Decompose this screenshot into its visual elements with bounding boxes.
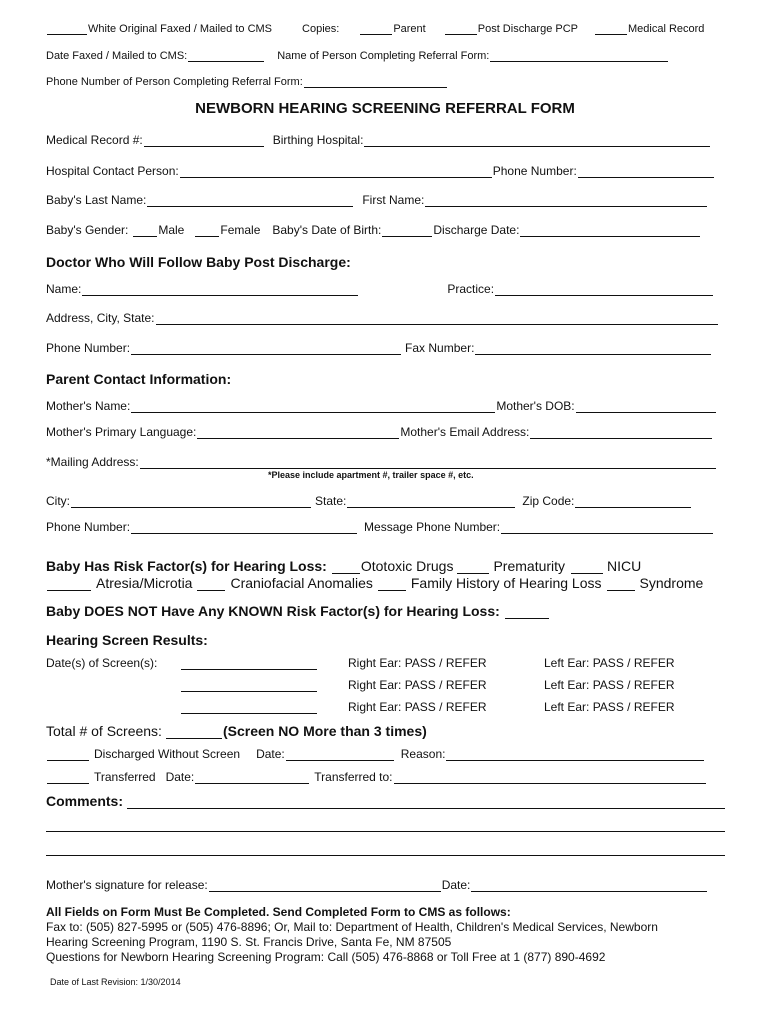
prematurity-blank[interactable] (457, 560, 489, 574)
doctor-heading (46, 254, 351, 270)
message-phone-label: Message Phone Number: (364, 520, 501, 534)
gender-label: Baby's Gender: (46, 223, 129, 237)
date-faxed-label: Date Faxed / Mailed to CMS: (46, 50, 188, 62)
row-signature (46, 878, 708, 892)
dob-field[interactable] (382, 224, 432, 237)
family-history-label: Family History of Hearing Loss (410, 575, 602, 591)
syndrome-label: Syndrome (639, 575, 704, 591)
female-blank[interactable] (195, 224, 219, 237)
zip-field[interactable] (575, 495, 691, 508)
row-hospital-contact (46, 164, 715, 178)
pcp-label: Post Discharge PCP (477, 23, 578, 35)
sig-date-field[interactable] (471, 879, 707, 892)
mailing-address-label: *Mailing Address: (46, 455, 139, 469)
row-transferred (46, 770, 707, 784)
header-row-1 (46, 22, 704, 35)
right-ear-3[interactable]: Right Ear: PASS / REFER (348, 700, 487, 714)
copies-label: Copies: (302, 23, 340, 35)
transferred-to-field[interactable] (394, 771, 706, 784)
signature-field[interactable] (209, 879, 441, 892)
discharged-label: Discharged Without Screen (94, 747, 241, 761)
screen-date-2[interactable] (181, 679, 317, 692)
signature-label: Mother's signature for release: (46, 878, 208, 892)
total-note: (Screen NO More than 3 times) (222, 723, 427, 739)
discharged-date-label: Date: (256, 747, 285, 761)
row-language (46, 425, 713, 439)
mothers-name-label: Mother's Name: (46, 399, 131, 413)
state-label: State: (315, 494, 347, 508)
row-risk-2 (46, 575, 703, 591)
mailing-address-field[interactable] (140, 456, 716, 469)
mailing-note-text: *Please include apartment #, trailer space #, etc. (268, 470, 474, 480)
row-screen-1 (46, 656, 675, 670)
discharged-blank[interactable] (47, 748, 89, 761)
header-row-2 (46, 49, 669, 62)
medical-record-copy-label: Medical Record (628, 23, 705, 35)
transfer-date-label: Date: (165, 770, 195, 784)
results-heading (46, 632, 208, 648)
email-label: Mother's Email Address: (400, 425, 530, 439)
first-name-field[interactable] (425, 194, 707, 207)
name-completing-label: Name of Person Completing Referral Form: (277, 50, 490, 62)
row-city-state-zip (46, 494, 692, 508)
practice-label: Practice: (447, 282, 495, 296)
sig-date-label: Date: (441, 878, 471, 892)
message-phone-field[interactable] (501, 521, 713, 534)
form-title-text: NEWBORN HEARING SCREENING REFERRAL FORM (195, 100, 575, 117)
atresia-blank[interactable] (47, 577, 91, 591)
doctor-fax-field[interactable] (475, 342, 711, 355)
last-name-field[interactable] (147, 194, 353, 207)
city-label: City: (46, 494, 70, 508)
row-doctor-name (46, 282, 714, 296)
footer-address-text: Hearing Screening Program, 1190 S. St. Francis Drive, Santa Fe, NM 87505 (46, 935, 452, 949)
no-risk-label: Baby DOES NOT Have Any KNOWN Risk Factor(s) for Hearing Loss: (46, 603, 500, 619)
craniofacial-blank[interactable] (197, 577, 225, 591)
transfer-date-field[interactable] (195, 771, 309, 784)
parent-blank[interactable] (360, 22, 392, 35)
male-blank[interactable] (133, 224, 157, 237)
footer-fax (46, 920, 658, 934)
comments-field-1[interactable] (127, 795, 725, 809)
female-label: Female (220, 223, 261, 237)
row-parent-phone (46, 520, 714, 534)
row-baby-name (46, 193, 708, 207)
footer-questions-text: Questions for Newborn Hearing Screening Program: Call (505) 476-8868 or Toll Free at 1 (877) 890-4692 (46, 950, 606, 964)
row-medical-record (46, 133, 711, 147)
row-doctor-address (46, 311, 719, 325)
city-field[interactable] (71, 495, 311, 508)
right-ear-2[interactable]: Right Ear: PASS / REFER (348, 678, 487, 692)
discharge-date-field[interactable] (520, 224, 700, 237)
birthing-hospital-field[interactable] (364, 134, 710, 147)
left-ear-3[interactable]: Left Ear: PASS / REFER (544, 700, 675, 714)
state-field[interactable] (347, 495, 515, 508)
nicu-blank[interactable] (571, 560, 603, 574)
hospital-phone-label: Phone Number: (492, 164, 577, 178)
parent-heading-text: Parent Contact Information: (46, 371, 232, 387)
row-doctor-phone (46, 341, 712, 355)
doctor-fax-label: Fax Number: (405, 341, 475, 355)
footer-fax-text: Fax to: (505) 827-5995 or (505) 476-8896; Or, Mail to: Department of Health, Children's Medical Services, Newborn (46, 920, 658, 934)
doctor-heading-text: Doctor Who Will Follow Baby Post Discharge: (46, 254, 351, 270)
dob-label: Baby's Date of Birth: (272, 223, 382, 237)
last-name-label: Baby's Last Name: (46, 193, 147, 207)
name-completing-field[interactable] (490, 49, 668, 62)
reason-field[interactable] (446, 748, 704, 761)
doctor-phone-field[interactable] (131, 342, 401, 355)
mothers-dob-field[interactable] (576, 400, 716, 413)
screen-date-3[interactable] (181, 701, 317, 714)
footer-address (46, 935, 451, 949)
row-comments (46, 793, 726, 809)
dates-label: Date(s) of Screen(s): (46, 656, 158, 670)
date-faxed-field[interactable] (188, 49, 264, 62)
email-field[interactable] (530, 426, 712, 439)
footer-questions (46, 950, 605, 964)
medical-record-blank[interactable] (595, 22, 627, 35)
row-mailing-address (46, 455, 717, 469)
doctor-name-field[interactable] (82, 283, 358, 296)
row-total (46, 723, 427, 739)
footer-instructions-text: All Fields on Form Must Be Completed. Send Completed Form to CMS as follows: (46, 905, 511, 919)
left-ear-2[interactable]: Left Ear: PASS / REFER (544, 678, 675, 692)
comments-label: Comments: (46, 793, 124, 809)
has-risk-label: Baby Has Risk Factor(s) for Hearing Loss: (46, 558, 327, 574)
phone-completing-label: Phone Number of Person Completing Referral Form: (46, 76, 303, 88)
form-title (0, 100, 770, 117)
doctor-address-label: Address, City, State: (46, 311, 155, 325)
language-field[interactable] (197, 426, 399, 439)
hospital-phone-field[interactable] (578, 165, 714, 178)
craniofacial-label: Craniofacial Anomalies (230, 575, 373, 591)
results-heading-text: Hearing Screen Results: (46, 632, 208, 648)
row-no-risk (46, 603, 550, 619)
medical-record-label: Medical Record #: (46, 133, 143, 147)
doctor-phone-label: Phone Number: (46, 341, 131, 355)
screen-date-1[interactable] (181, 657, 317, 670)
ototoxic-label: Ototoxic Drugs (360, 558, 454, 574)
nicu-label: NICU (607, 558, 642, 574)
discharged-date-field[interactable] (286, 748, 394, 761)
atresia-label: Atresia/Microtia (96, 575, 193, 591)
mothers-name-field[interactable] (131, 400, 495, 413)
doctor-address-field[interactable] (156, 312, 718, 325)
medical-record-field[interactable] (144, 134, 264, 147)
footer-revision-text: Date of Last Revision: 1/30/2014 (50, 977, 181, 987)
header-row-3 (46, 75, 448, 88)
row-risk-1 (46, 558, 641, 574)
transferred-to-label: Transferred to: (314, 770, 393, 784)
first-name-label: First Name: (362, 193, 425, 207)
comments-field-2[interactable] (46, 831, 725, 832)
no-risk-blank[interactable] (505, 605, 549, 619)
ototoxic-blank[interactable] (332, 560, 360, 574)
total-label: Total # of Screens: (46, 723, 162, 739)
mothers-dob-label: Mother's DOB: (496, 399, 575, 413)
syndrome-blank[interactable] (607, 577, 635, 591)
white-original-label: White Original Faxed / Mailed to CMS (88, 23, 273, 35)
row-gender (46, 223, 701, 237)
right-ear-1[interactable]: Right Ear: PASS / REFER (348, 656, 487, 670)
row-screen-2 (46, 678, 675, 692)
left-ear-1[interactable]: Left Ear: PASS / REFER (544, 656, 675, 670)
row-screen-3 (46, 700, 675, 714)
practice-field[interactable] (495, 283, 713, 296)
discharge-date-label: Discharge Date: (433, 223, 520, 237)
white-original-blank[interactable] (47, 22, 87, 35)
doctor-name-label: Name: (46, 282, 82, 296)
parent-label: Parent (393, 23, 426, 35)
parent-phone-label: Phone Number: (46, 520, 131, 534)
parent-phone-field[interactable] (131, 521, 357, 534)
male-label: Male (158, 223, 185, 237)
parent-heading (46, 371, 231, 387)
row-mothers-name (46, 399, 717, 413)
phone-completing-field[interactable] (304, 75, 447, 88)
reason-label: Reason: (400, 747, 446, 761)
total-field[interactable] (166, 725, 222, 739)
row-discharged (46, 747, 705, 761)
footer-revision (50, 977, 181, 987)
pcp-blank[interactable] (445, 22, 477, 35)
comments-field-3[interactable] (46, 855, 725, 856)
hospital-contact-field[interactable] (180, 165, 492, 178)
hospital-contact-label: Hospital Contact Person: (46, 164, 179, 178)
transferred-blank[interactable] (47, 771, 89, 784)
zip-label: Zip Code: (522, 494, 575, 508)
mailing-note (268, 470, 474, 480)
footer-instructions (46, 905, 511, 919)
family-history-blank[interactable] (378, 577, 406, 591)
transferred-label: Transferred (94, 770, 156, 784)
prematurity-label: Prematurity (493, 558, 566, 574)
birthing-hospital-label: Birthing Hospital: (272, 133, 364, 147)
language-label: Mother's Primary Language: (46, 425, 197, 439)
